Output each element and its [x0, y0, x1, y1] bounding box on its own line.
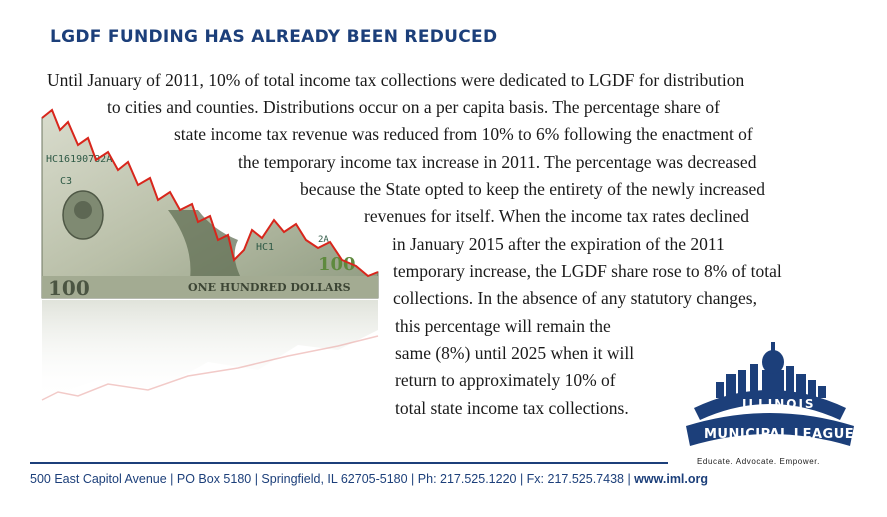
page-title: LGDF FUNDING HAS ALREADY BEEN REDUCED	[50, 27, 498, 47]
bill-corner-value-right: 100	[318, 254, 356, 275]
paragraph-line: return to approximately 10% of	[395, 370, 616, 390]
bill-denomination-text: ONE HUNDRED DOLLARS	[188, 281, 351, 294]
footer-divider	[30, 462, 668, 464]
paragraph-line: because the State opted to keep the entirety of the newly increased	[300, 179, 766, 199]
paragraph-line: total state income tax collections.	[395, 398, 629, 418]
paragraph-line: same (8%) until 2025 when it will	[395, 343, 635, 363]
footer-address: 500 East Capitol Avenue | PO Box 5180 | Springfield, IL 62705-5180 | Ph: 217.525.1220 | Fx: 217.525.7438 |	[30, 472, 635, 486]
paragraph-line: this percentage will remain the	[395, 316, 611, 336]
bill-letter-mark: 2A	[318, 235, 329, 245]
paragraph-line: the temporary income tax increase in 2011. The percentage was decreased	[238, 152, 757, 172]
bill-serial-short: HC1	[256, 242, 275, 253]
paragraph-line: to cities and counties. Distributions occur on a per capita basis. The percentage share of	[107, 97, 720, 117]
footer-contact	[30, 472, 708, 486]
logo-tagline: Educate. Advocate. Empower.	[697, 457, 820, 466]
paragraph-line: collections. In the absence of any statutory changes,	[393, 288, 757, 308]
paragraph-line: temporary increase, the LGDF share rose to 8% of total	[393, 261, 782, 281]
paragraph-line: state income tax revenue was reduced from 10% to 6% following the enactment of	[174, 124, 753, 144]
paragraph-line: revenues for itself. When the income tax rates declined	[364, 206, 750, 226]
declining-dollar-bill-image	[38, 100, 383, 430]
bill-corner-value: 100	[48, 276, 90, 300]
bill-serial: HC16190782A	[46, 154, 113, 165]
footer-website-link[interactable]: www.iml.org	[634, 472, 709, 486]
paragraph-line: in January 2015 after the expiration of the 2011	[392, 234, 725, 254]
paragraph-line: Until January of 2011, 10% of total income tax collections were dedicated to LGDF for distribution	[47, 70, 745, 90]
logo-line2: MUNICIPAL LEAGUE	[704, 427, 855, 442]
bill-series-mark: C3	[60, 176, 73, 187]
logo-line1: ILLINOIS	[742, 397, 816, 411]
iml-logo	[680, 330, 860, 470]
